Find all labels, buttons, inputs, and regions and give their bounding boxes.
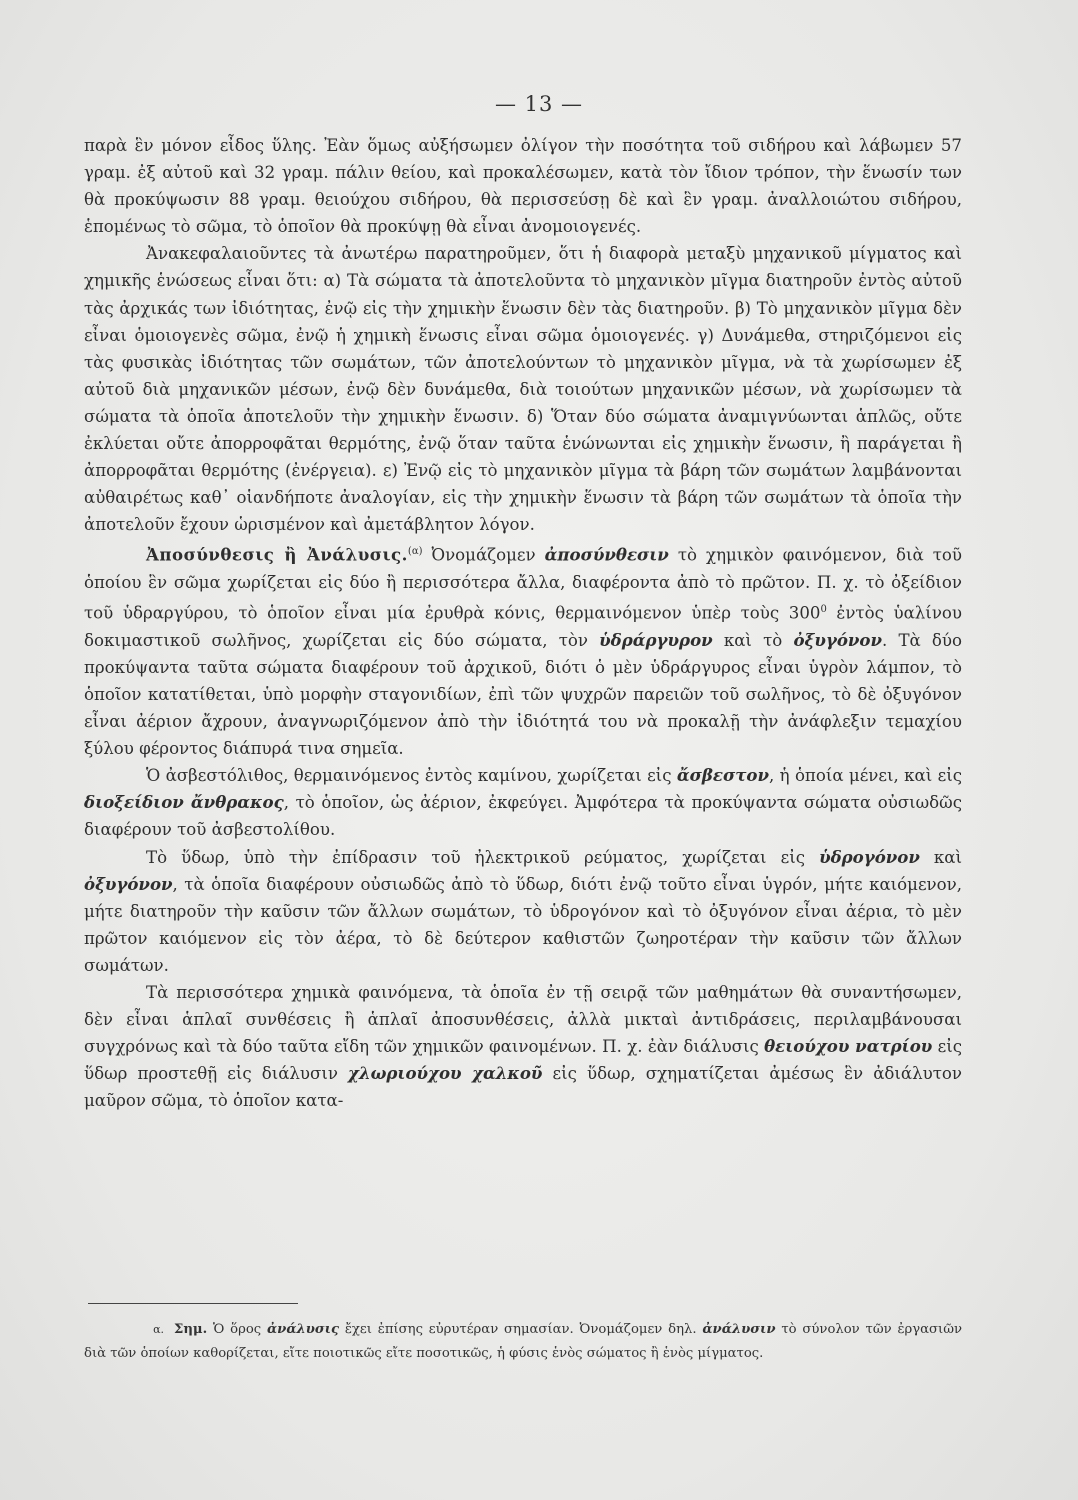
paragraph-3-text: τὸ χημικὸν φαινόμενον, διὰ τοῦ ὁποίου ἓν σῶμα χωρίζεται εἰς δύο ἢ περισσότερα ἄλλα, διαφέροντα ἀπὸ τὸ πρῶτον. Π. χ. τὸ ὀξείδιον τοῦ ὑδραργύρου, τὸ ὁποῖον εἶναι μία ἐρυθρὰ κόνις, θερμαινόμενον ὑπὲρ τοὺς 300 [84,545,962,623]
term-carbon-dioxide: διοξείδιον ἄνθρακος [84,792,284,813]
paragraph-3 [84,538,962,762]
paragraph-6-text: εἰς ὕδωρ, σχηματίζεται ἀμέσως ἓν ἀδιάλυτον μαῦρον σῶμα, τὸ ὁποῖον κατα- [84,1064,962,1111]
footnote-reference: (α) [407,546,423,558]
page-number: — 13 — [494,92,584,116]
degree-sign: 0 [820,604,827,616]
paragraph-4-text: , τὸ ὁποῖον, ὡς ἀέριον, ἐκφεύγει. Ἀμφότερα τὰ προκύψαντα σώματα οὐσιωδῶς διαφέρουν τοῦ ἀσβεστολίθου. [84,793,962,840]
paragraph-4-text: Ὁ ἀσβεστόλιθος, θερμαινόμενος ἐντὸς καμίνου, χωρίζεται εἰς [146,766,677,786]
paragraph-5-text: Τὸ ὕδωρ, ὑπὸ τὴν ἐπίδρασιν τοῦ ἠλεκτρικοῦ ρεύματος, χωρίζεται εἰς [146,847,820,867]
footnote-text: Ὁ ὅρος [207,1322,268,1337]
paragraph-3-text: ἐντὸς ὑαλίνου δοκιμαστικοῦ σωλῆνος, χωρίζεται εἰς δύο σώματα, τὸν [84,603,962,650]
term-oxygen: ὀξυγόνον [793,629,882,650]
footnote-divider [88,1303,298,1304]
paragraph-3-text: καὶ τὸ [712,630,794,650]
paragraph-5 [84,844,962,979]
term-hydrogen: ὑδρογόνον [819,846,920,867]
paragraph-2-text: Ἀνακεφαλαιοῦντες τὰ ἀνωτέρω παρατηροῦμεν, ὅτι ἡ διαφορὰ μεταξὺ μηχανικοῦ μίγματος καὶ χημικῆς ἑνώσεως εἶναι ὅτι: α) Τὰ σώματα τὰ ἀποτελοῦντα τὸ μηχανικὸν μῖγμα διατηροῦν ἐντὸς αὐτοῦ τὰς ἀρχικάς των ἰδιότητας, ἐνῷ εἰς τὴν χημικὴν ἕνωσιν δὲν τὰς διατηροῦν. β) Τὸ μηχανικὸν μῖγμα δὲν εἶναι ὁμοιογενὲς σῶμα, ἐνῷ ἡ χημικὴ ἕνωσις εἶναι σῶμα ὁμοιογενές. γ) Δυνάμεθα, στηριζόμενοι εἰς τὰς φυσικὰς ἰδιότητας τῶν σωμάτων, τῶν ἀποτελούντων τὸ μηχανικὸν μῖγμα, νὰ τὰ χωρίσωμεν ἐξ αὐτοῦ διὰ μηχανικῶν μέσων, ἐνῷ δὲν δυνάμεθα, διὰ τοιούτων μηχανικῶν μέσων, νὰ χωρίσωμεν τὰ σώματα τὰ ὁποῖα ἀποτελοῦν τὴν χημικὴν ἕνωσιν. δ) Ὅταν δύο σώματα ἀναμιγνύωνται ἁπλῶς, οὔτε ἐκλύεται οὔτε ἀπορροφᾶται θερμότης, ἐνῷ ὅταν ταῦτα ἑνώνωνται εἰς χημικὴν ἕνωσιν, ἢ παράγεται ἢ ἀπορροφᾶται θερμότης (ἐνέργεια). ε) Ἐνῷ εἰς τὸ μηχανικὸν μῖγμα τὰ βάρη τῶν σωμάτων λαμβάνονται αὐθαιρέτως καθ᾽ οἱανδήποτε ἀναλογίαν, εἰς τὴν χημικὴν ἕνωσιν τὰ βάρη τῶν σωμάτων τὰ ὁποῖα τὴν ἀποτελοῦν ἔχουν ὡρισμένον καὶ ἀμετάβλητον λόγον. [84,244,962,535]
term-sodium-sulfide: θειούχου νατρίου [764,1036,933,1057]
paragraph-5-text: , τὰ ὁποῖα διαφέρουν οὐσιωδῶς ἀπὸ τὸ ὕδωρ, διότι ἐνῷ τοῦτο εἶναι ὑγρόν, μήτε καιόμενον, μήτε διατηροῦν τὴν καῦσιν τῶν ἄλλων σωμάτων, τὸ ὑδρογόνον καὶ τὸ ὀξυγόνον εἶναι ἀέρια, τὸ μὲν πρῶτον καιόμενον εἰς τὸν ἀέρα, τὸ δὲ δεύτερον καθιστῶν ζωηροτέραν τὴν καῦσιν τῶν ἄλλων σωμάτων. [84,874,962,975]
footnote-text: τὸ σύνολον τῶν ἐργασιῶν διὰ τῶν ὁποίων καθορίζεται, εἴτε ποιοτικῶς εἴτε ποσοτικῶς, ἡ φύσις ἑνὸς σώματος ἢ ἑνὸς μίγματος. [84,1322,962,1361]
paragraph-2 [84,240,962,538]
paragraph-4 [84,762,962,843]
section-heading: Ἀποσύνθεσις ἢ Ἀνάλυσις. [146,544,408,565]
footnote-term-analysis: ἀνάλυσις [267,1322,340,1337]
footnote-term-analysin: ἀνάλυσιν [702,1322,776,1337]
paragraph-6-text: εἰς ὕδωρ προστεθῇ εἰς διάλυσιν [84,1037,962,1084]
paragraph-1-text: παρὰ ἓν μόνον εἶδος ὕλης. Ἐὰν ὅμως αὐξήσωμεν ὀλίγον τὴν ποσότητα τοῦ σιδήρου καὶ λάβωμεν 57 γραμ. ἐξ αὐτοῦ καὶ 32 γραμ. πάλιν θείου, καὶ προκαλέσωμεν, κατὰ τὸν ἴδιον τρόπον, τὴν ἕνωσίν των θὰ προκύψωσιν 88 γραμ. θειούχου σιδήρου, θὰ περισσεύσῃ δὲ καὶ ἓν γραμ. ἀναλλοιώτου σιδήρου, ἑπομένως τὸ σῶμα, τὸ ὁποῖον θὰ προκύψῃ θὰ εἶναι ἀνομοιογενές. [84,136,962,237]
footnote [84,1318,962,1366]
term-mercury: ὑδράργυρον [599,629,713,650]
term-aposynthesis: ἀποσύνθεσιν [544,544,669,565]
footnote-text: ἔχει ἐπίσης εὐρυτέραν σημασίαν. Ὀνομάζομεν δηλ. [339,1322,703,1337]
term-copper-chloride: χλωριούχου χαλκοῦ [348,1063,543,1084]
footnote-marker: α. [153,1323,164,1336]
paragraph-5-text: καὶ [919,847,963,867]
paragraph-6 [84,979,962,1114]
paragraph-6-text: Τὰ περισσότερα χημικὰ φαινόμενα, τὰ ὁποῖα ἐν τῇ σειρᾷ τῶν μαθημάτων θὰ συναντήσωμεν, δὲν εἶναι ἁπλαῖ συνθέσεις ἢ ἁπλαῖ ἀποσυνθέσεις, ἀλλὰ μικταὶ ἀντιδράσεις, περιλαμβάνουσαι συγχρόνως καὶ τὰ δύο ταῦτα εἴδη τῶν χημικῶν φαινομένων. Π. χ. ἐὰν διάλυσις [84,982,962,1057]
paragraph-4-text: , ἡ ὁποία μένει, καὶ εἰς [768,766,963,786]
paragraph-3-text: . Τὰ δύο προκύψαντα ταῦτα σώματα διαφέρουν τοῦ ἀρχικοῦ, διότι ὁ μὲν ὑδράργυρος εἶναι ὑγρὸν λάμπον, τὸ ὁποῖον κατατίθεται, ὑπὸ μορφὴν σταγονιδίων, ἐπὶ τῶν ψυχρῶν παρειῶν τοῦ σωλῆνος, τὸ δὲ ὀξυγόνον εἶναι ἀέριον ἄχρουν, ἀναγνωριζόμενον ἀπὸ τὴν ἰδιότητά του νὰ προκαλῇ τὴν ἀνάφλεξιν τεμαχίου ξύλου φέροντος διάπυρά τινα σημεῖα. [84,630,962,759]
footnote-label: Σημ. [174,1322,208,1337]
term-lime: ἄσβεστον [676,765,769,786]
paragraph-3-text: Ὀνομάζομεν [422,545,545,565]
body-text [84,132,962,1114]
paragraph-1 [84,132,962,240]
term-oxygen-2: ὀξυγόνον [84,873,173,894]
